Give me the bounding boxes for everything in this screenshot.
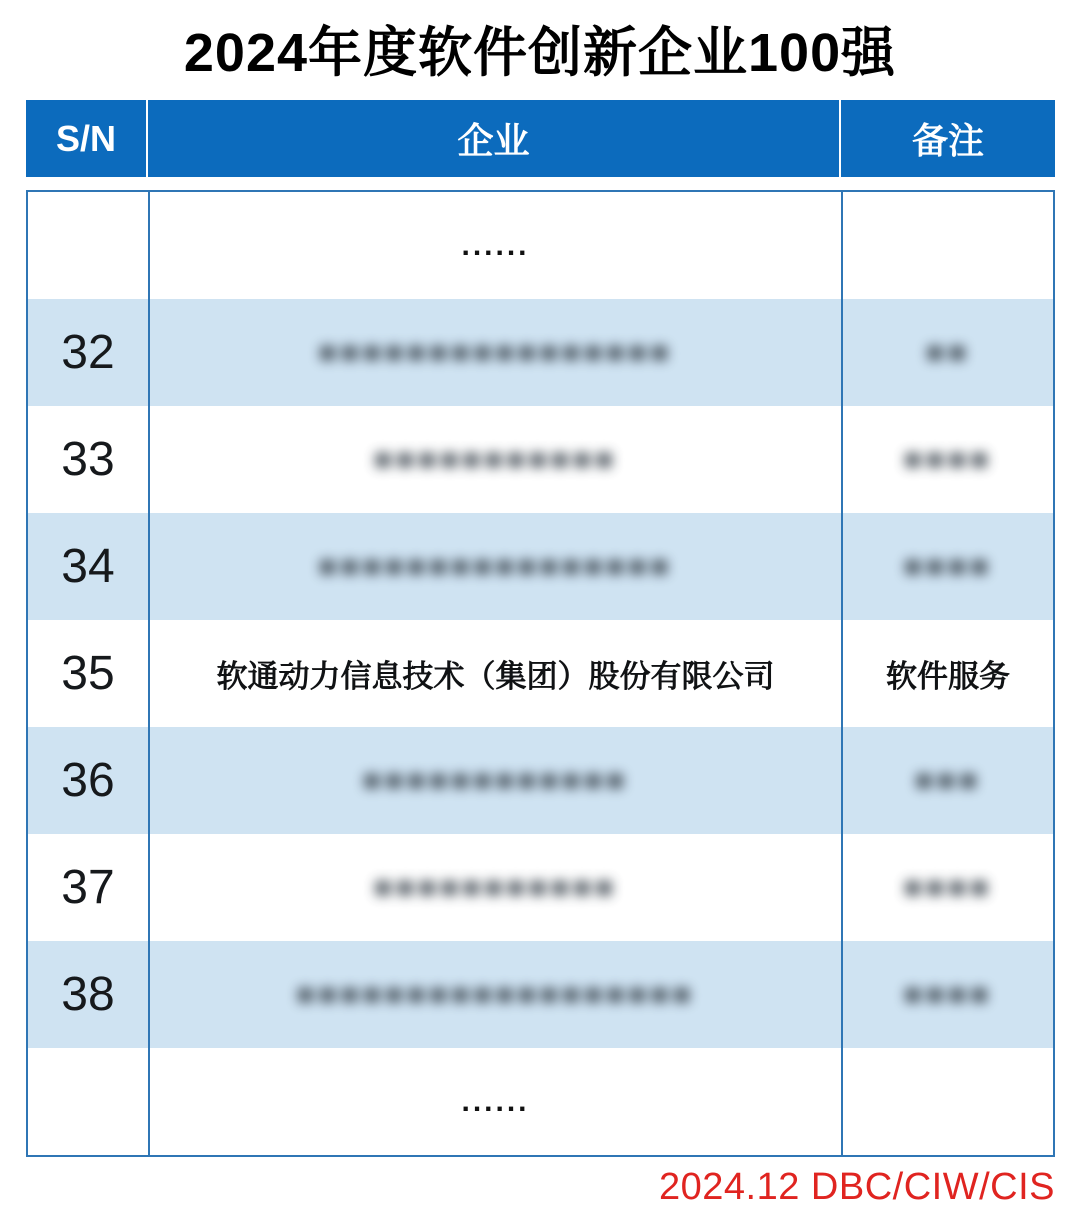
blurred-company-text: ■■■■■■■■■■■ bbox=[373, 442, 618, 476]
sn-cell: 33 bbox=[28, 406, 150, 513]
sn-cell: 35 bbox=[28, 620, 150, 727]
table-header bbox=[26, 100, 1055, 177]
company-cell bbox=[150, 834, 843, 941]
remark-cell bbox=[843, 727, 1053, 834]
blurred-remark-text: ■■■■ bbox=[903, 870, 993, 904]
table-row bbox=[28, 834, 1053, 941]
remark-cell bbox=[843, 941, 1053, 1048]
sn-cell: 34 bbox=[28, 513, 150, 620]
footer-credit: 2024.12 DBC/CIW/CIS bbox=[659, 1166, 1055, 1208]
table-row bbox=[28, 299, 1053, 406]
sn-cell: 38 bbox=[28, 941, 150, 1048]
sn-cell: 32 bbox=[28, 299, 150, 406]
ellipsis-text: ...... bbox=[461, 1084, 530, 1118]
company-cell bbox=[150, 513, 843, 620]
blurred-company-text: ■■■■■■■■■■■■■■■■ bbox=[318, 335, 673, 369]
company-cell bbox=[150, 1048, 843, 1155]
company-cell bbox=[150, 192, 843, 299]
company-cell bbox=[150, 299, 843, 406]
company-cell bbox=[150, 727, 843, 834]
blurred-remark-text: ■■■■ bbox=[903, 977, 993, 1011]
company-cell bbox=[150, 941, 843, 1048]
ellipsis-text: ...... bbox=[461, 228, 530, 262]
remark-cell bbox=[843, 192, 1053, 299]
table-row bbox=[28, 620, 1053, 727]
blurred-remark-text: ■■■ bbox=[914, 763, 982, 797]
company-cell: 软通动力信息技术（集团）股份有限公司 bbox=[150, 620, 843, 727]
table-row bbox=[28, 192, 1053, 299]
remark-cell bbox=[843, 406, 1053, 513]
blurred-company-text: ■■■■■■■■■■■ bbox=[373, 870, 618, 904]
sn-cell bbox=[28, 192, 150, 299]
blurred-remark-text: ■■ bbox=[925, 335, 971, 369]
blurred-company-text: ■■■■■■■■■■■■■■■■ bbox=[318, 549, 673, 583]
remark-cell bbox=[843, 513, 1053, 620]
table-row bbox=[28, 941, 1053, 1048]
sn-cell: 36 bbox=[28, 727, 150, 834]
table-row bbox=[28, 513, 1053, 620]
column-header-remark: 备注 bbox=[911, 120, 984, 161]
page-title: 2024年度软件创新企业100强 bbox=[183, 23, 897, 83]
column-header-company: 企业 bbox=[148, 100, 841, 177]
table-row bbox=[28, 1048, 1053, 1155]
sn-cell: 37 bbox=[28, 834, 150, 941]
blurred-company-text: ■■■■■■■■■■■■ bbox=[362, 763, 629, 797]
table-row bbox=[28, 727, 1053, 834]
column-header-sn: S/N bbox=[26, 100, 148, 177]
blurred-remark-text: ■■■■ bbox=[903, 549, 993, 583]
remark-cell bbox=[843, 1048, 1053, 1155]
remark-cell bbox=[843, 299, 1053, 406]
blurred-company-text: ■■■■■■■■■■■■■■■■■■ bbox=[296, 977, 695, 1011]
sn-cell bbox=[28, 1048, 150, 1155]
blurred-remark-text: ■■■■ bbox=[903, 442, 993, 476]
company-cell bbox=[150, 406, 843, 513]
ranking-table bbox=[26, 100, 1055, 1157]
remark-cell: 软件服务 bbox=[886, 659, 1010, 694]
table-body bbox=[26, 190, 1055, 1157]
remark-cell bbox=[843, 834, 1053, 941]
table-row bbox=[28, 406, 1053, 513]
